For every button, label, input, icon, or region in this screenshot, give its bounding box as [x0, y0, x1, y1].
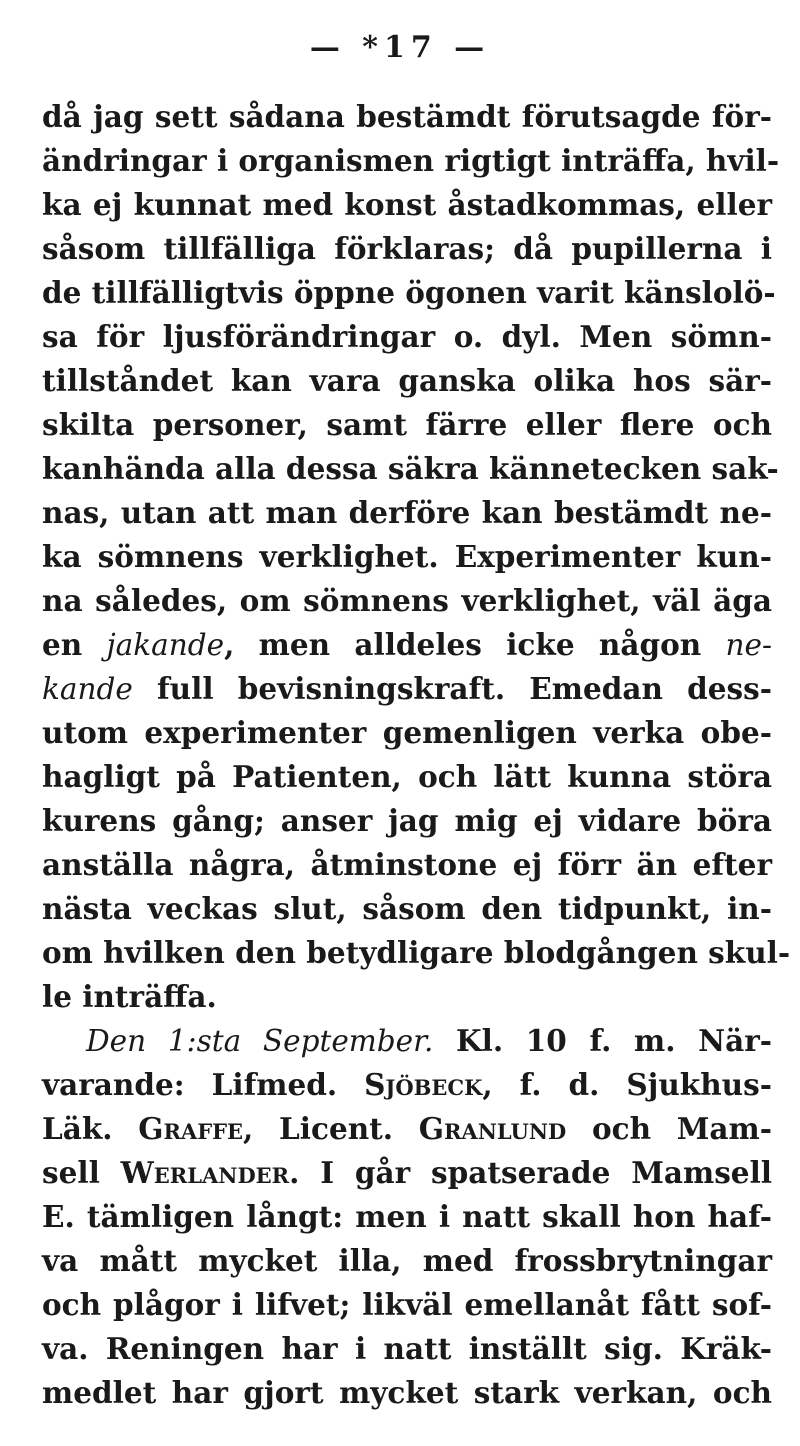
- page-header: — *17 —: [309, 30, 491, 65]
- text-line: varande: Lifmed. Sjöbeck, f. d. Sjukhus-: [42, 1067, 772, 1102]
- text-line: na således, om sömnens verklighet, väl äga: [42, 583, 772, 618]
- name-small-caps: Graffe: [138, 1111, 244, 1146]
- text-line: utom experimenter gemenligen verka obe-: [42, 715, 772, 750]
- text-line: Läk. Graffe, Licent. Granlund och Mam-: [42, 1111, 772, 1146]
- text-line: medlet har gjort mycket stark verkan, och: [42, 1375, 772, 1410]
- italic-word: jakande: [106, 628, 225, 662]
- text-line: ka sömnens verklighet. Experimenter kun-: [42, 539, 772, 574]
- text-line: då jag sett sådana bestämdt förutsagde för-: [42, 99, 772, 134]
- text-line: sell Werlander. I går spatserade Mamsell: [42, 1155, 772, 1190]
- text-line: E. tämligen långt: men i natt skall hon haf-: [42, 1199, 772, 1234]
- text-line: ka ej kunnat med konst åstadkommas, eller: [42, 187, 772, 222]
- text-line: Den 1:sta September. Kl. 10 f. m. När-: [86, 1023, 772, 1058]
- text-line: va mått mycket illa, med frossbrytningar: [42, 1243, 772, 1278]
- text-line: kanhända alla dessa säkra kännetecken sak-: [42, 451, 779, 486]
- name-small-caps: Granlund: [418, 1111, 567, 1146]
- text-line: kurens gång; anser jag mig ej vidare böra: [42, 803, 772, 838]
- text-line: nästa veckas slut, såsom den tidpunkt, in-: [42, 891, 772, 926]
- text-line: le inträffa.: [42, 979, 217, 1014]
- date-heading: Den 1:sta September.: [86, 1024, 434, 1058]
- text-line: skilta personer, samt färre eller flere och: [42, 407, 772, 442]
- text-line: ändringar i organismen rigtigt inträffa, hvil-: [42, 143, 780, 178]
- name-small-caps: Sjöbeck: [364, 1067, 483, 1102]
- text-line: de tillfälligtvis öppne ögonen varit känslolö-: [42, 275, 776, 310]
- name-small-caps: Werlander: [120, 1155, 290, 1190]
- text-line: va. Reningen har i natt inställt sig. Kräk-: [42, 1331, 772, 1366]
- text-line: om hvilken den betydligare blodgången skul-: [42, 935, 791, 970]
- body-text: [42, 95, 791, 1415]
- italic-word: kande: [42, 672, 133, 706]
- italic-word: ne-: [725, 628, 772, 662]
- text-line: en jakande, men alldeles icke någon ne-: [42, 627, 772, 662]
- text-line: såsom tillfälliga förklaras; då pupillerna i: [42, 231, 772, 266]
- text-line: anställa några, åtminstone ej förr än efter: [42, 847, 772, 882]
- text-line: tillståndet kan vara ganska olika hos sär-: [42, 363, 772, 398]
- text-line: kande full bevisningskraft. Emedan dess-: [42, 671, 772, 706]
- text-line: hagligt på Patienten, och lätt kunna störa: [42, 759, 772, 794]
- text-line: och plågor i lifvet; likväl emellanåt fått sof-: [42, 1287, 772, 1322]
- text-line: nas, utan att man derföre kan bestämdt ne-: [42, 495, 772, 530]
- text-line: sa för ljusförändringar o. dyl. Men sömn-: [42, 319, 772, 354]
